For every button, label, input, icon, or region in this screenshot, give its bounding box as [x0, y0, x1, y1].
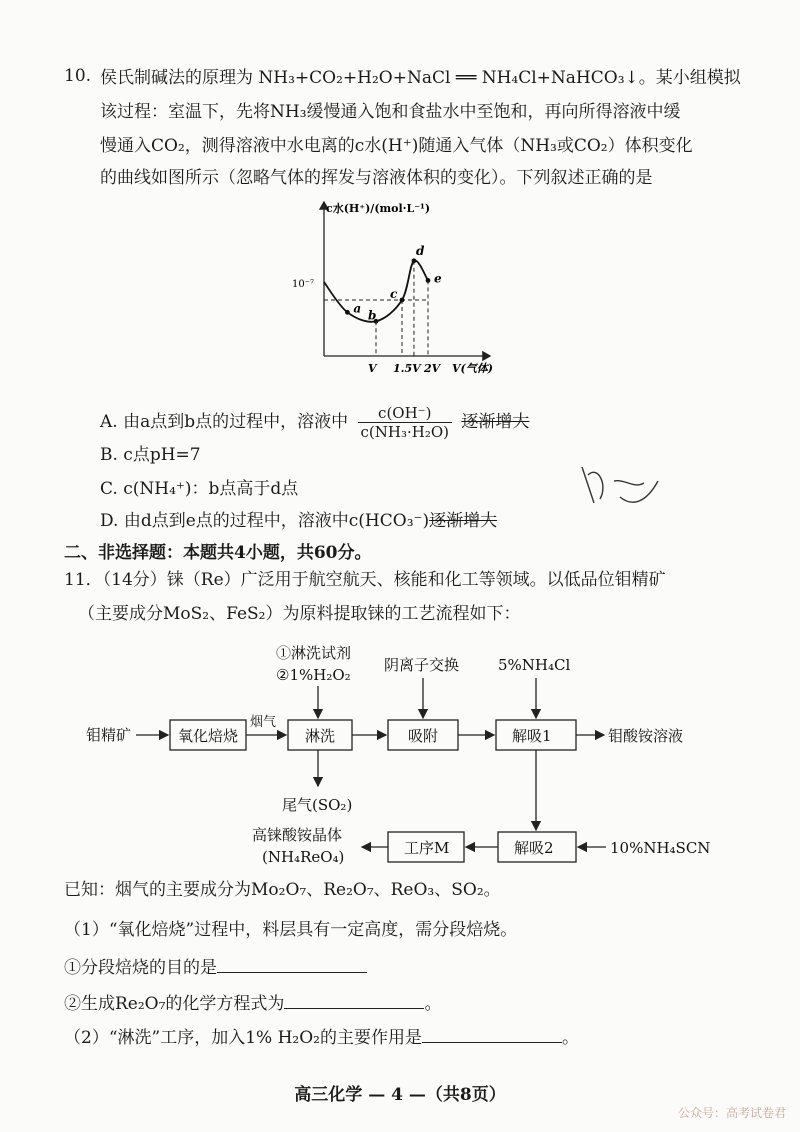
svg-text:解吸2: 解吸2	[514, 839, 554, 857]
period: 。	[561, 1028, 579, 1048]
sub-question-1: （1）“氧化焙烧”过程中，料层具有一定高度，需分段焙烧。	[64, 920, 518, 940]
q10-line-3: 慢通入CO₂，测得溶液中水电离的c水(H⁺)随通入气体（NH₃或CO₂）体积变化	[100, 136, 693, 156]
svg-text:解吸1: 解吸1	[512, 727, 552, 745]
sub-question-2	[64, 1024, 579, 1050]
option-a-tail: 逐渐增大	[461, 412, 530, 432]
point-label-e: e	[434, 271, 442, 286]
period: 。	[424, 994, 442, 1014]
svg-text:淋洗: 淋洗	[305, 727, 336, 745]
answer-blank-2[interactable]	[422, 1024, 562, 1043]
q10-line-2: 该过程：室温下，先将NH₃缓慢通入饱和食盐水中至饱和，再向所得溶液中缓	[100, 102, 681, 122]
tail-gas: 尾气(SO₂)	[282, 796, 353, 814]
svg-text:吸附: 吸附	[408, 727, 439, 745]
x-tick-v: V	[368, 362, 377, 375]
fraction-denominator: c(NH₃·H₂O)	[360, 423, 449, 441]
point-c	[400, 298, 405, 303]
input-ore: 钼精矿	[86, 726, 132, 744]
sub-question-1a	[64, 954, 367, 980]
point-label-d: d	[415, 243, 425, 258]
q11-line-1: 11．（14分）铼（Re）广泛用于航空航天、核能和化工等领域。以低品位钼精矿	[64, 570, 666, 590]
sub-question-1b-text: ②生成Re₂O₇的化学方程式为	[64, 994, 285, 1014]
option-a-fraction	[358, 404, 452, 441]
option-a	[100, 404, 529, 441]
sub-question-1a-text: ①分段焙烧的目的是	[64, 958, 217, 978]
svg-text:氧化焙烧: 氧化焙烧	[178, 727, 239, 745]
handwritten-scribble	[574, 455, 664, 515]
point-label-c: c	[390, 287, 398, 301]
watermark: 公众号：高考试卷君	[677, 1106, 786, 1120]
question-10-number: 10.	[64, 66, 92, 86]
reagent-rinse: ①淋洗试剂	[276, 644, 352, 662]
x-tick-2v: 2V	[424, 362, 441, 375]
point-d	[412, 258, 417, 263]
option-a-text: A. 由a点到b点的过程中，溶液中	[100, 412, 349, 432]
section-heading: 二、非选择题：本题共4小题，共60分。	[64, 543, 372, 563]
sub-question-2-text: （2）“淋洗”工序，加入1% H₂O₂的主要作用是	[64, 1028, 422, 1048]
known-info: 已知：烟气的主要成分为Mo₂O₇、Re₂O₇、ReO₃、SO₂。	[64, 880, 501, 900]
reagent-nh4scn: 10%NH₄SCN	[610, 839, 711, 857]
x-tick-1-5v: 1.5V	[393, 362, 421, 375]
point-label-b: b	[368, 308, 377, 323]
label-flue-gas: 烟气	[250, 715, 277, 730]
option-d	[100, 506, 497, 531]
reagent-h2o2: ②1%H₂O₂	[276, 666, 351, 684]
option-b: B. c点pH=7	[100, 445, 201, 465]
point-label-a: a	[353, 301, 362, 316]
product-crystal: 高铼酸铵晶体	[252, 826, 343, 844]
page-footer: 高三化学 — 4 —（共8页）	[294, 1085, 506, 1105]
y-tick-label: 10⁻⁷	[292, 279, 315, 290]
fraction-numerator: c(OH⁻)	[358, 404, 452, 423]
reagent-nh4cl: 5%NH₄Cl	[498, 656, 571, 674]
q10-line-1: 侯氏制碱法的原理为 NH₃+CO₂+H₂O+NaCl ══ NH₄Cl+NaHCO₃↓。某小组模拟	[100, 68, 741, 88]
point-a	[345, 310, 350, 315]
sub-question-1b	[64, 990, 441, 1016]
x-axis-label: V(气体)	[452, 362, 493, 375]
y-axis-label: c水(H⁺)/(mol·L⁻¹)	[326, 202, 431, 215]
option-d-tail: 逐渐增大	[429, 511, 498, 531]
option-c: C. c(NH₄⁺)：b点高于d点	[100, 479, 299, 499]
point-e	[426, 278, 431, 283]
output-molybdate: 钼酸铵溶液	[608, 727, 684, 745]
answer-blank-1a[interactable]	[217, 954, 367, 973]
svg-text:工序M: 工序M	[404, 839, 450, 857]
answer-blank-1b[interactable]	[284, 990, 424, 1009]
option-d-text: D. 由d点到e点的过程中，溶液中c(HCO₃⁻)	[100, 511, 430, 531]
q10-line-4: 的曲线如图所示（忽略气体的挥发与溶液体积的变化）。下列叙述正确的是	[100, 168, 653, 188]
water-ionization-chart	[290, 194, 510, 384]
product-formula: (NH₄ReO₄)	[262, 848, 345, 866]
reagent-anion-exchange: 阴离子交换	[384, 656, 460, 674]
q11-line-2: （主要成分MoS₂、FeS₂）为原料提取铼的工艺流程如下：	[78, 604, 521, 624]
process-flowchart	[0, 640, 800, 870]
